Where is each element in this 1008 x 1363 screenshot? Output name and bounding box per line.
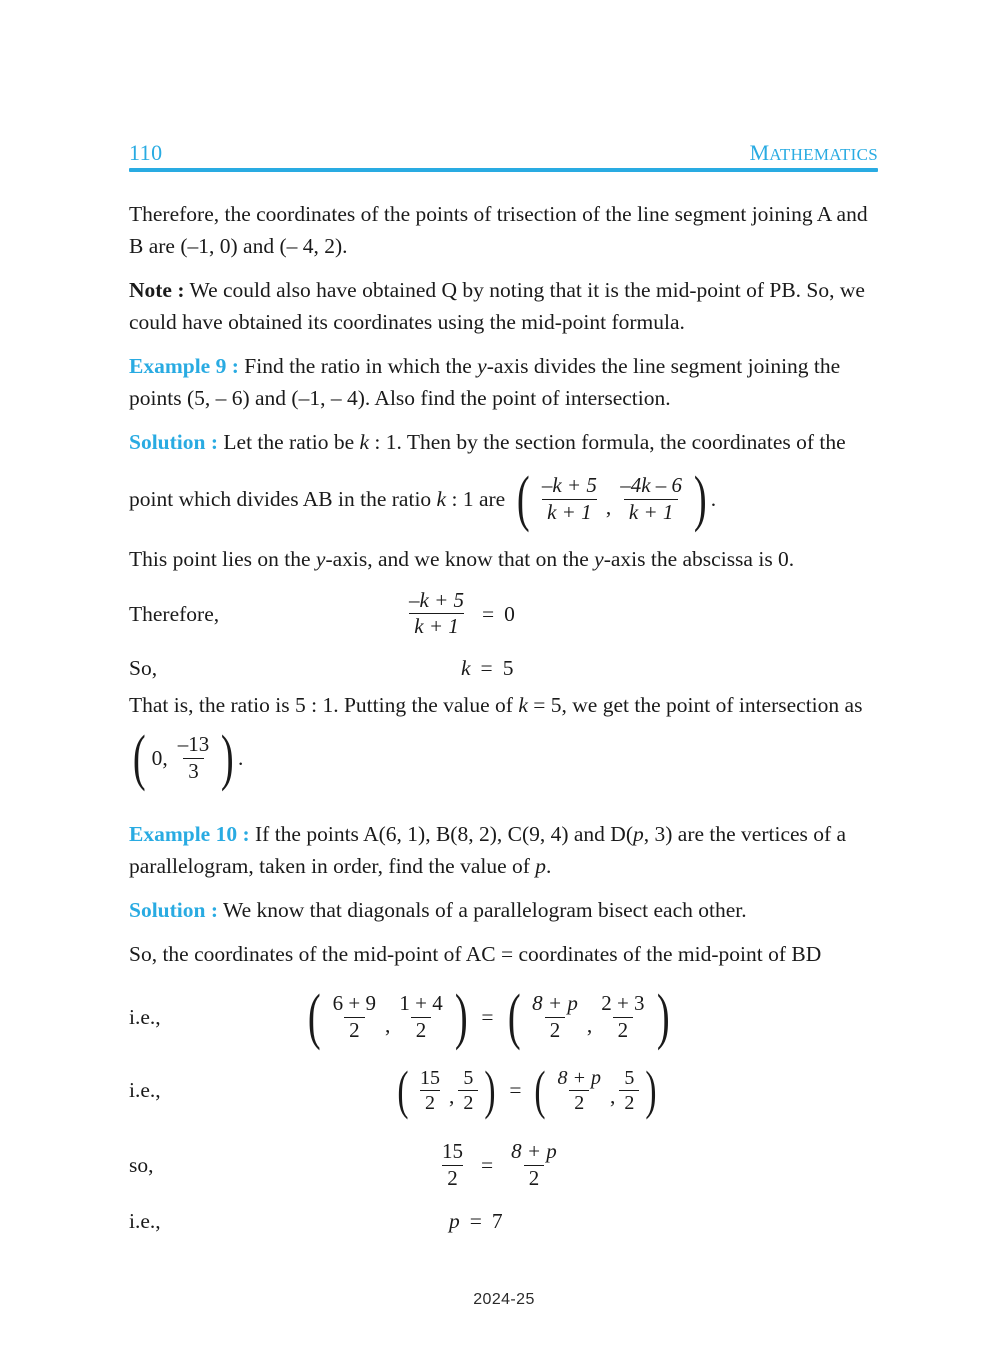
scalar-left-fraction [437, 1140, 468, 1190]
that-is-paragraph [129, 689, 879, 721]
therefore-label: Therefore, [129, 601, 220, 626]
fraction-denominator: 2 [569, 1090, 589, 1114]
tuple-comma: , [448, 1084, 455, 1109]
tuple-comma: , [605, 494, 612, 519]
equals-sign: = [480, 655, 493, 680]
paren-close-icon: ) [454, 982, 468, 1051]
fraction-denominator: 2 [344, 1017, 365, 1043]
so-label: So, [129, 655, 158, 680]
example-9-label: Example 9 : [129, 354, 239, 378]
ie-label-3: i.e., [129, 1209, 161, 1234]
section-formula-expression [513, 465, 717, 533]
page-header [129, 140, 878, 170]
midpoint-eq1-right-x-fraction [527, 992, 583, 1042]
midpoint-eq1-right-y-fraction [596, 992, 649, 1042]
fraction-denominator: k + 1 [624, 499, 679, 525]
header-row [129, 140, 878, 164]
fraction-denominator: 2 [545, 1017, 566, 1043]
page-number: 110 [129, 140, 163, 165]
paren-close-icon: ) [645, 1060, 657, 1121]
paren-open-icon: ( [507, 982, 521, 1051]
fraction-numerator: 1 + 4 [399, 991, 443, 1016]
fraction-numerator: 8 + p [511, 1139, 557, 1164]
fraction-numerator: 8 + p [532, 991, 578, 1016]
example-10-p-variable-2: p [535, 853, 547, 878]
fraction-denominator: 2 [458, 1090, 478, 1114]
midpoint-eq2-right-tuple [531, 1060, 660, 1121]
section-formula-lead [129, 484, 505, 514]
equals-sign: = [482, 601, 495, 626]
example-9-text-b: -axis divides the line segment joining the points (5, – 6) and (–1, – 4). Also find the point of intersection. [129, 354, 841, 410]
solution-9-text-a: Let the ratio be [218, 430, 360, 454]
midpoint-eq2-right-y-fraction [619, 1067, 639, 1115]
section-formula-x-fraction [537, 474, 602, 524]
so-label-lower: so, [129, 1153, 154, 1178]
midpoint-eq1-right-tuple [504, 982, 674, 1051]
ie-label-1: i.e., [129, 1005, 161, 1030]
abscissa-text-a: This point lies on the [129, 546, 316, 571]
abscissa-paragraph [129, 543, 879, 575]
fraction-numerator: 5 [624, 1066, 635, 1089]
tuple-comma: , [586, 1012, 593, 1037]
intersection-x-value: 0, [151, 746, 168, 771]
example-10-p-variable-1: p [633, 821, 644, 846]
fraction-numerator: 5 [463, 1066, 474, 1089]
section-formula-period: . [710, 487, 717, 512]
fraction-numerator: –13 [177, 732, 210, 757]
fraction-numerator: 8 + p [557, 1066, 601, 1089]
that-is-text-b: = 5, we get the point of intersection as [527, 692, 863, 717]
example-9-text-a: Find the ratio in which the [238, 354, 478, 378]
equals-sign: = [481, 1153, 494, 1178]
fraction-numerator: 15 [419, 1066, 440, 1089]
intersection-period: . [237, 746, 244, 771]
midpoint-eq2-right-x-fraction [552, 1067, 606, 1115]
k-value-equation [461, 653, 513, 683]
paren-open-icon: ( [534, 1060, 547, 1121]
example-9-paragraph [129, 350, 879, 414]
p-value: 7 [491, 1209, 503, 1234]
k-value: 5 [502, 655, 514, 680]
p-variable: p [449, 1209, 460, 1234]
midpoint-eq1-left-tuple [304, 982, 471, 1051]
intersection-point-expression [129, 723, 244, 792]
ie-label-2: i.e., [129, 1078, 161, 1103]
abscissa-y-variable-2: y [594, 546, 604, 571]
subject-title-rest: ATHEMATICS [769, 145, 878, 164]
midpoint-equation-1-row [129, 982, 879, 1051]
fraction-denominator: 2 [442, 1165, 463, 1191]
abscissa-y-variable-1: y [315, 546, 326, 571]
intro-paragraph: Therefore, the coordinates of the points of trisection of the line segment joining A and B are (–1, 0) and (– 4, 2). [129, 202, 868, 258]
midpoint-eq1-left-y-fraction [394, 992, 447, 1042]
intersection-y-fraction [173, 733, 215, 783]
page-body [129, 198, 879, 1236]
tuple-comma: , [609, 1084, 616, 1109]
paren-close-icon: ) [221, 723, 235, 792]
paren-open-icon: ( [397, 1060, 409, 1121]
equals-sign: = [509, 1078, 522, 1103]
equals-sign: = [481, 1005, 494, 1030]
note-paragraph [129, 274, 879, 338]
that-is-text-a: That is, the ratio is 5 : 1. Putting the value of [129, 692, 519, 717]
fraction-numerator: –k + 5 [409, 587, 464, 612]
example-10-text-c: . [546, 853, 552, 878]
example-10-text-a: If the points A(6, 1), B(8, 2), C(9, 4) and D( [249, 821, 633, 846]
tuple-comma: , [385, 1012, 391, 1037]
abscissa-text-c: -axis the abscissa is 0. [603, 546, 795, 571]
therefore-equation [401, 589, 515, 639]
midpoint-equation-2 [394, 1060, 660, 1121]
therefore-rhs: 0 [504, 601, 515, 626]
section-formula-lead-b: : 1 are [446, 487, 506, 512]
fraction-denominator: 2 [411, 1017, 432, 1043]
example-10-label: Example 10 : [129, 821, 250, 846]
header-rule [129, 168, 878, 172]
midpoint-eq1-left-x-fraction [328, 992, 381, 1042]
note-text: We could also have obtained Q by noting that it is the mid-point of PB. So, we could have obtained its coordinates using the mid-point formula. [129, 278, 865, 334]
fraction-denominator: 2 [420, 1090, 440, 1114]
solution-9-text-b: : 1. Then by the section formula, the coordinates of the [369, 430, 846, 454]
p-value-equation [449, 1206, 503, 1236]
midpoint-paragraph: So, the coordinates of the mid-point of AC = coordinates of the mid-point of BD [129, 941, 822, 966]
solution-9-k-variable: k [359, 430, 370, 454]
scalar-right-fraction [506, 1140, 562, 1190]
example-9-y-variable: y [477, 354, 487, 378]
section-formula-lead-a: point which divides AB in the ratio [129, 487, 437, 512]
subject-title [750, 142, 878, 164]
therefore-equation-row [129, 589, 879, 639]
paren-open-icon: ( [132, 723, 146, 792]
paren-open-icon: ( [307, 982, 321, 1051]
midpoint-eq2-left-x-fraction [415, 1067, 445, 1115]
page-footer: 2024-25 [473, 1291, 535, 1308]
fraction-numerator: 15 [442, 1139, 463, 1164]
midpoint-equation-1 [304, 982, 673, 1051]
fraction-numerator: –k + 5 [541, 473, 597, 498]
midpoint-eq2-left-tuple [394, 1060, 499, 1121]
scalar-equation-row [129, 1140, 879, 1190]
paren-close-icon: ) [693, 465, 707, 533]
example-10-text-b: , 3) are the vertices of a parallelogram, taken in order, find the value of [129, 821, 847, 878]
fraction-denominator: k + 1 [409, 613, 464, 639]
example-10-paragraph [129, 818, 879, 882]
fraction-denominator: k + 1 [542, 499, 597, 525]
paren-open-icon: ( [517, 465, 530, 533]
paren-close-icon: ) [656, 982, 670, 1051]
fraction-denominator: 2 [619, 1090, 639, 1114]
solution-10-text: We know that diagonals of a parallelogram bisect each other. [218, 897, 747, 922]
section-formula-row [129, 465, 879, 533]
solution-10-label: Solution : [129, 897, 219, 922]
midpoint-eq2-left-y-fraction [458, 1067, 478, 1115]
paren-close-icon: ) [484, 1060, 496, 1121]
fraction-numerator: 6 + 9 [332, 991, 376, 1016]
section-formula-k-variable: k [436, 487, 447, 512]
fraction-denominator: 2 [524, 1165, 545, 1191]
fraction-numerator: 2 + 3 [601, 991, 645, 1016]
fraction-denominator: 3 [183, 758, 204, 784]
note-label: Note : [129, 278, 185, 302]
that-is-k-variable: k [518, 692, 528, 717]
therefore-fraction [404, 589, 469, 639]
equals-sign: = [469, 1209, 482, 1234]
solution-9-paragraph [129, 426, 879, 458]
solution-10-paragraph [129, 894, 879, 926]
midpoint-equation-2-row [129, 1060, 879, 1121]
k-value-row [129, 653, 879, 683]
scalar-equation [434, 1140, 565, 1190]
fraction-numerator: –4k – 6 [620, 473, 683, 498]
intersection-point-row [129, 723, 879, 792]
abscissa-text-b: -axis, and we know that on the [325, 546, 595, 571]
fraction-denominator: 2 [613, 1017, 634, 1043]
p-value-row [129, 1206, 879, 1236]
k-variable: k [461, 655, 471, 680]
subject-title-initial: M [749, 140, 770, 165]
solution-9-label: Solution : [129, 430, 219, 454]
section-formula-y-fraction [615, 474, 687, 524]
